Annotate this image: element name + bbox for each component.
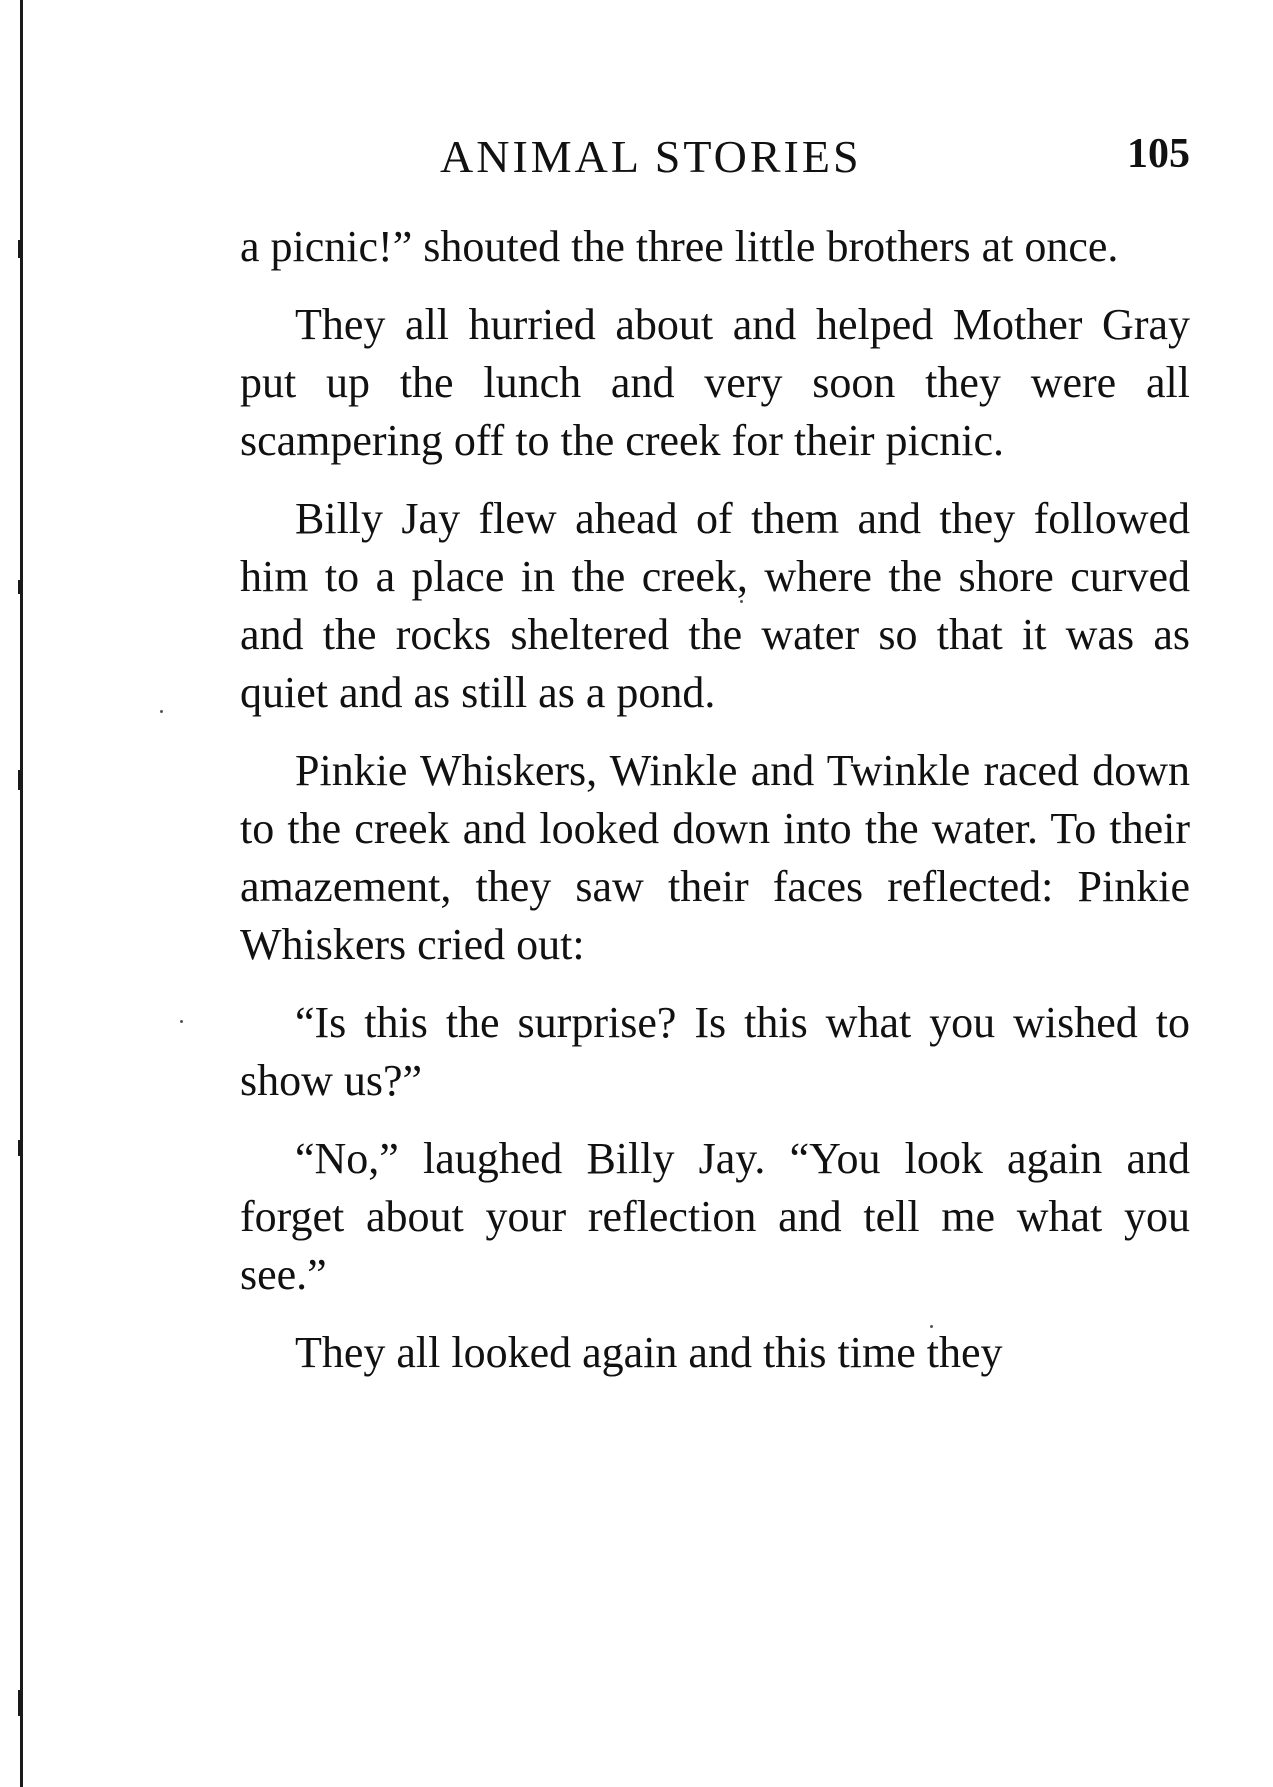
book-page <box>240 120 1190 1402</box>
gutter-mark <box>18 1140 22 1156</box>
paragraph: They all looked again and this time they <box>295 1328 1003 1377</box>
running-title: ANIMAL STORIES <box>440 131 862 182</box>
paragraph: “Is this the surprise? Is this what you wished to show us?” <box>240 998 1190 1105</box>
gutter-mark <box>18 770 22 790</box>
gutter-mark <box>18 240 22 258</box>
gutter-mark <box>18 580 22 594</box>
paragraph: “No,” laughed Billy Jay. “You look again and forget about your reflection and tell me what you see.” <box>240 1134 1190 1299</box>
speck <box>160 710 163 713</box>
page-number: 105 <box>1127 131 1190 177</box>
speck <box>180 1020 183 1023</box>
paragraph: a picnic!” shouted the three little brothers at once. <box>240 222 1119 271</box>
running-header <box>240 120 1190 190</box>
page-gutter-line <box>20 0 23 1787</box>
paragraph: Pinkie Whiskers, Winkle and Twinkle raced down to the creek and looked down into the water. To their amazement, they saw their faces reflected: Pinkie Whiskers cried out: <box>240 746 1190 969</box>
paragraph: Billy Jay flew ahead of them and they followed him to a place in the creek, where the shore curved and the rocks sheltered the water so that it was as quiet and as still as a pond. <box>240 494 1190 717</box>
paragraph: They all hurried about and helped Mother Gray put up the lunch and very soon they were all scampering off to the creek for their picnic. <box>240 300 1190 465</box>
gutter-mark <box>18 1690 22 1716</box>
